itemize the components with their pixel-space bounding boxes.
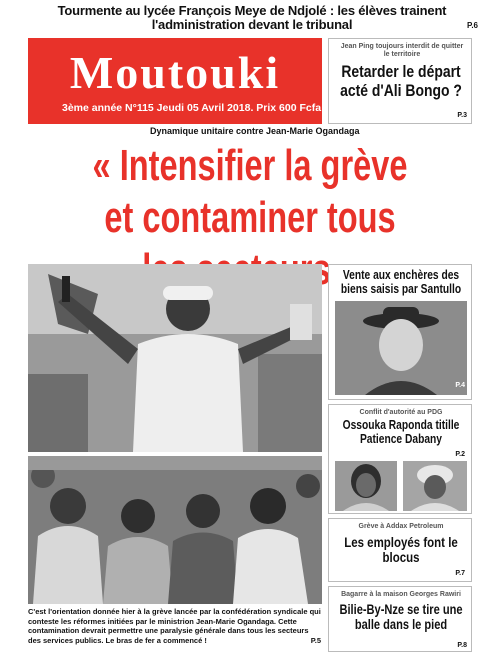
- box-pdg-kicker: Conflit d'autorité au PDG: [359, 409, 443, 416]
- box-pdg: [328, 404, 472, 514]
- top-banner: [26, 4, 478, 34]
- crowd-photo-icon: [28, 456, 322, 604]
- box-rawiri: [328, 586, 472, 652]
- speaker-photo-icon: [28, 264, 322, 452]
- main-photo-speaker: [28, 264, 322, 452]
- box-rawiri-title: Bilie-By-Nze se tire une balle dans le pied: [339, 602, 463, 632]
- box-santullo-title: Vente aux enchères des biens saisis par Santullo: [340, 268, 462, 296]
- pdg-photo-left: [335, 461, 397, 511]
- box-pdg-title: Ossouka Raponda titille Patience Dabany: [342, 418, 460, 446]
- newspaper-logo: Moutouki: [69, 47, 281, 98]
- box-ping-kicker: Jean Ping toujours interdit de quitter le territoire: [340, 43, 464, 58]
- box-addax: [328, 518, 472, 582]
- issue-info: 3ème année N°115 Jeudi 05 Avril 2018. Prix 600 Fcfa: [62, 102, 322, 114]
- santullo-photo: [335, 301, 467, 395]
- main-kicker: Dynamique unitaire contre Jean-Marie Ogandaga: [150, 126, 360, 136]
- box-rawiri-page: P.8: [457, 642, 467, 649]
- box-ping-title: Retarder le départ acté d'Ali Bongo ?: [340, 62, 462, 100]
- dabany-portrait-icon: [403, 461, 467, 511]
- box-santullo-page: P.4: [455, 382, 465, 389]
- box-santullo: [328, 264, 472, 400]
- ossouka-portrait-icon: [335, 461, 397, 511]
- box-addax-title: Les employés font le blocus: [344, 534, 458, 566]
- top-banner-headline: Tourmente au lycée François Meye de Ndjolé : les élèves trainent l'administration devant le tribunal: [57, 3, 447, 32]
- box-pdg-page: P.2: [455, 451, 465, 458]
- main-photo-crowd: [28, 456, 322, 604]
- box-addax-kicker: Grève à Addax Petroleum: [358, 523, 444, 530]
- main-headline: « Intensifier la grève et contaminer tous: [92, 141, 408, 242]
- main-caption-page: P.5: [310, 635, 321, 645]
- top-banner-page: P.6: [467, 21, 478, 30]
- box-rawiri-kicker: Bagarre à la maison Georges Rawiri: [341, 591, 461, 598]
- pdg-photo-right: [403, 461, 467, 511]
- main-caption: [28, 607, 323, 645]
- santullo-portrait-icon: [335, 301, 467, 395]
- box-ping-page: P.3: [457, 112, 467, 119]
- box-ping: [328, 38, 472, 124]
- masthead: [28, 38, 322, 124]
- box-addax-page: P.7: [455, 570, 465, 577]
- main-caption-text: C'est l'orientation donnée hier à la grève lancée par la confédération syndicale qui conteste les réformes initiées par le ministrion Jean-Marie Ogandaga. Cette contamination devrait permettre une paralysie générale dans tous les secteurs des services publics. Le bras de fer a commencé !: [28, 607, 321, 645]
